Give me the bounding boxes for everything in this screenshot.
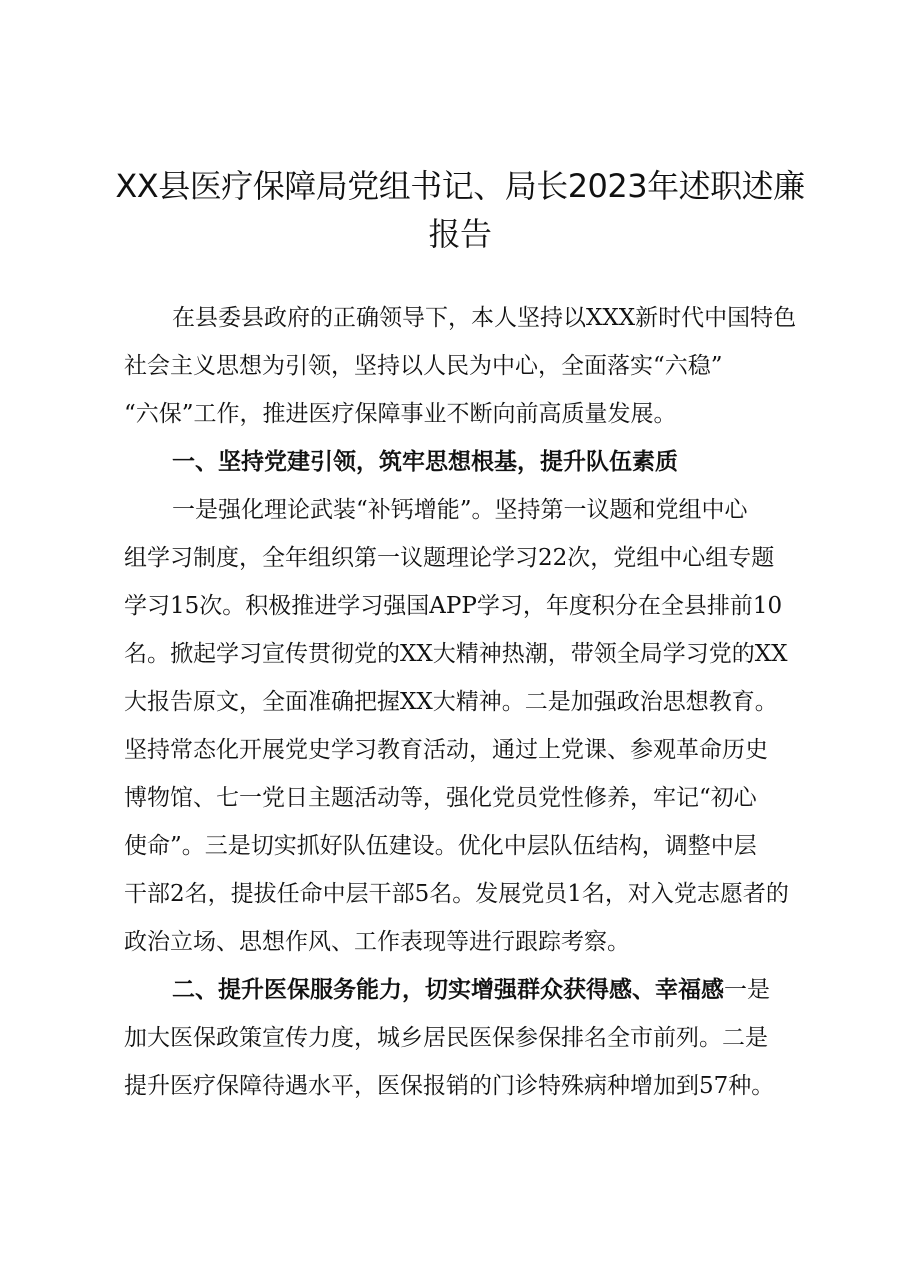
paragraph-line-start: 一是	[724, 977, 770, 1003]
paragraph-line: 提升医疗保障待遇水平，医保报销的门诊特殊病种增加到57种。	[124, 1073, 775, 1099]
paragraph-line: 大报告原文，全面准确把握XX大精神。二是加强政治思想教育。	[124, 689, 778, 715]
paragraph-line: 政治立场、思想作风、工作表现等进行跟踪考察。	[124, 929, 630, 955]
paragraph-intro-line: 社会主义思想为引领，坚持以人民为中心，全面落实“六稳”	[124, 353, 723, 379]
paragraph-intro-line: 在县委县政府的正确领导下，本人坚持以XXX新时代中国特色	[172, 305, 797, 331]
paragraph-line: 组学习制度，全年组织第一议题理论学习22次，党组中心组专题	[124, 545, 775, 571]
paragraph-line: 加大医保政策宣传力度，城乡居民医保参保排名全市前列。二是	[124, 1025, 768, 1051]
document-title: XX县医疗保障局党组书记、局长2023年述职述廉报告	[115, 167, 805, 253]
paragraph-line: 坚持常态化开展党史学习教育活动，通过上党课、参观革命历史	[124, 737, 768, 763]
paragraph-intro-line: “六保”工作，推进医疗保障事业不断向前高质量发展。	[124, 401, 677, 427]
paragraph-line: 使命”。三是切实抓好队伍建设。优化中层队伍结构，调整中层	[124, 833, 757, 859]
section-heading-2: 二、提升医保服务能力，切实增强群众获得感、幸福感	[172, 977, 724, 1003]
paragraph-line: 学习15次。积极推进学习强国APP学习，年度积分在全县排前10	[124, 593, 783, 619]
section-2-first-line	[172, 966, 770, 1014]
paragraph-line: 一是强化理论武装“补钙增能”。坚持第一议题和党组中心	[172, 497, 748, 523]
paragraph-line: 干部2名，提拔任命中层干部5名。发展党员1名，对入党志愿者的	[124, 881, 789, 907]
section-heading-1: 一、坚持党建引领，筑牢思想根基，提升队伍素质	[172, 449, 678, 475]
paragraph-line: 名。掀起学习宣传贯彻党的XX大精神热潮，带领全局学习党的XX	[124, 641, 788, 667]
paragraph-line: 博物馆、七一党日主题活动等，强化党员党性修养，牢记“初心	[124, 785, 757, 811]
